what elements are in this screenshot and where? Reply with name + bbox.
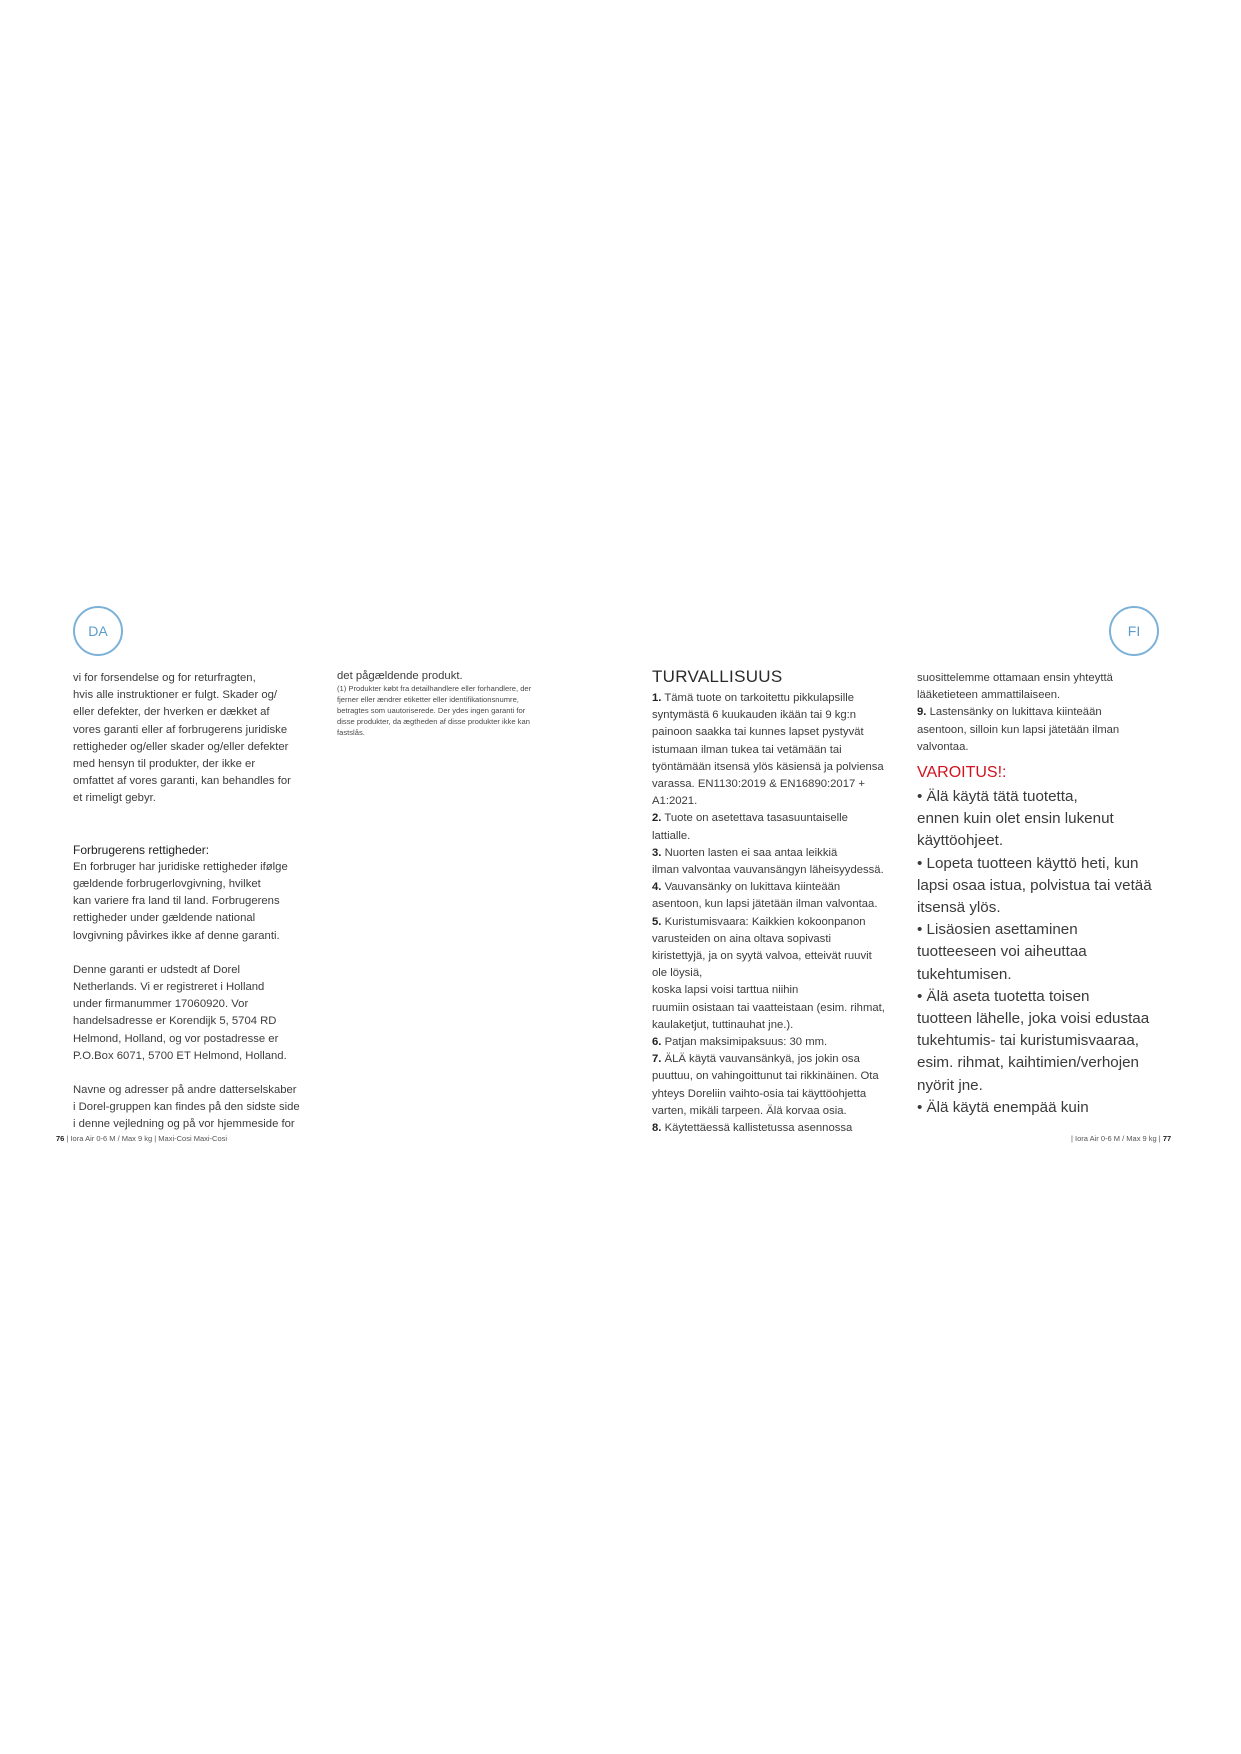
fi-safety-item [652, 1051, 902, 1120]
fi-item-number: 7. [652, 1053, 662, 1066]
da-subheading-consumer-rights: Forbrugerens rettigheder: [73, 842, 210, 857]
fi-safety-list [652, 690, 902, 1137]
fi-item-text: ÄLÄ käytä vauvansänkyä, jos jokin osa puuttuu, on vahingoittunut tai rikkinäinen. Ota yhteys Doreliin vaihto-osia tai käyttöohjetta varten, mikäli tarpeen. Älä korvaa osia. [652, 1053, 879, 1117]
fi-item-text: Tuote on asetettava tasasuuntaiselle lattialle. [652, 812, 848, 842]
da-paragraph-subsidiaries: Navne og adresser på andre datterselskaber i Dorel-gruppen kan findes på den sidste side i denne vejledning og på vor hjemmeside for [73, 1084, 300, 1131]
fi-item-number: 2. [652, 812, 662, 825]
manual-spread [0, 578, 1241, 1158]
fi-safety-item [652, 914, 902, 1034]
fi-item-number: 1. [652, 692, 662, 704]
fi-item-text: Käytettäessä kallistetussa asennossa [664, 1122, 853, 1135]
da-footnote: (1) Produkter købt fra detailhandlere eller forhandlere, der fjerner eller ændrer etiketter eller identifikationsnumre, betragtes som uautoriserede. Der ydes ingen garanti for disse produkter, da ægtheden af disse produkter ikke kan fastslås. [337, 684, 532, 737]
fi-warning-list: • Älä käytä tätä tuotetta, ennen kuin olet ensin lukenut käyttöohjeet. • Lopeta tuotteen käyttö heti, kun lapsi osaa istua, polvistua tai vetää itsensä ylös. • Lisäosien asettaminen tuotteeseen voi aiheuttaa tukehtumisen. • Älä aseta tuotetta toisen tuotteen lähelle, joka voisi edustaa tukehtumis- tai kuristumisvaaraa, esim. rihmat, kaihtimien/verhojen nyörit jne. • Älä käytä enempää kuin [917, 788, 1152, 1116]
footer-left [56, 1134, 227, 1143]
page-number-right: 77 [1162, 1134, 1172, 1143]
fi-safety-item [652, 690, 902, 810]
footer-right [1071, 1134, 1171, 1143]
footer-left-text: | Iora Air 0-6 M / Max 9 kg | Maxi-Cosi Maxi-Cosi [66, 1134, 228, 1143]
fi-paragraph-continued: suosittelemme ottamaan ensin yhteyttä lääketieteen ammattilaiseen. [917, 672, 1113, 702]
fi-item-text: Lastensänky on lukittava kiinteään asentoon, silloin kun lapsi jätetään ilman valvontaa. [917, 706, 1120, 753]
fi-item-text: Vauvansänky on lukittava kiinteään asentoon, kun lapsi jätetään ilman valvontaa. [652, 881, 878, 911]
language-code: DA [88, 623, 108, 639]
fi-heading-safety: TURVALLISUUS [652, 667, 783, 686]
da-paragraph-issuer: Denne garanti er udstedt af Dorel Netherlands. Vi er registreret i Holland under firmanummer 17060920. Vor handelsadresse er Korendijk 5, 5704 RD Helmond, Holland, og vor postadresse er P.O.Box 6071, 5700 ET Helmond, Holland. [73, 963, 287, 1062]
fi-item-number: 8. [652, 1122, 662, 1135]
fi-safety-item [652, 879, 902, 913]
da-paragraph-product: det pågældende produkt. [337, 670, 463, 682]
fi-safety-item [652, 810, 902, 844]
fi-item-number: 4. [652, 881, 662, 894]
fi-item-number: 9. [917, 706, 927, 719]
fi-column-2 [917, 670, 1177, 1119]
fi-item-number: 3. [652, 846, 662, 859]
language-code: FI [1127, 623, 1141, 639]
da-column-1 [73, 670, 323, 1134]
fi-item-9 [917, 704, 1177, 756]
fi-warning-title: VAROITUS!: [917, 764, 1007, 782]
fi-safety-item [652, 845, 902, 879]
fi-item-text: Kuristumisvaara: Kaikkien kokoonpanon varusteiden on aina oltava sopivasti kiristettyjä, ja on syytä valvoa, etteivät ruuvit ole löysiä, koska lapsi voisi tarttua niihin ruumiin osistaan tai vaatteistaan (esim. rihmat, kaulaketjut, tuttinauhat jne.). [652, 915, 885, 1031]
language-badge-fi [1109, 606, 1159, 656]
fi-safety-item [652, 1034, 902, 1051]
da-paragraph-warranty-cost: vi for forsendelse og for returfragten, hvis alle instruktioner er fulgt. Skader og/ eller defekter, der hverken er dækket af vores garanti eller af forbrugerens juridiske rettigheder og/eller skader og/eller defekter med hensyn til produkter, der ikke er omfattet af vores garanti, kan behandles for et rimeligt gebyr. [73, 672, 291, 805]
page-number-left: 76 [56, 1134, 65, 1143]
fi-item-text: Tämä tuote on tarkoitettu pikkulapsille syntymästä 6 kuukauden ikään tai 9 kg:n painoon saakka tai kunnes lapset pystyvät istumaan ilman tukea tai vetämään tai työntämään itsensä ylös käsiensä ja polviensa varassa. EN1130:2019 & EN16890:2017 + A1:2021. [652, 692, 884, 808]
fi-safety-item [652, 1120, 902, 1137]
fi-item-number: 6. [652, 1036, 662, 1049]
fi-item-number: 5. [652, 915, 662, 928]
fi-item-text: Patjan maksimipaksuus: 30 mm. [664, 1036, 828, 1049]
footer-right-text: | Iora Air 0-6 M / Max 9 kg | [1071, 1134, 1161, 1143]
fi-item-text: Nuorten lasten ei saa antaa leikkiä ilman valvontaa vauvansängyn läheisyydessä. [652, 846, 884, 877]
da-column-2 [337, 670, 587, 738]
language-badge-da [73, 606, 123, 656]
da-paragraph-consumer-rights: En forbruger har juridiske rettigheder ifølge gældende forbrugerlovgivning, hvilket kan variere fra land til land. Forbrugerens rettigheder under gældende national lovgivning påvirkes ikke af denne garanti. [73, 860, 288, 942]
fi-column-1 [652, 666, 902, 1137]
